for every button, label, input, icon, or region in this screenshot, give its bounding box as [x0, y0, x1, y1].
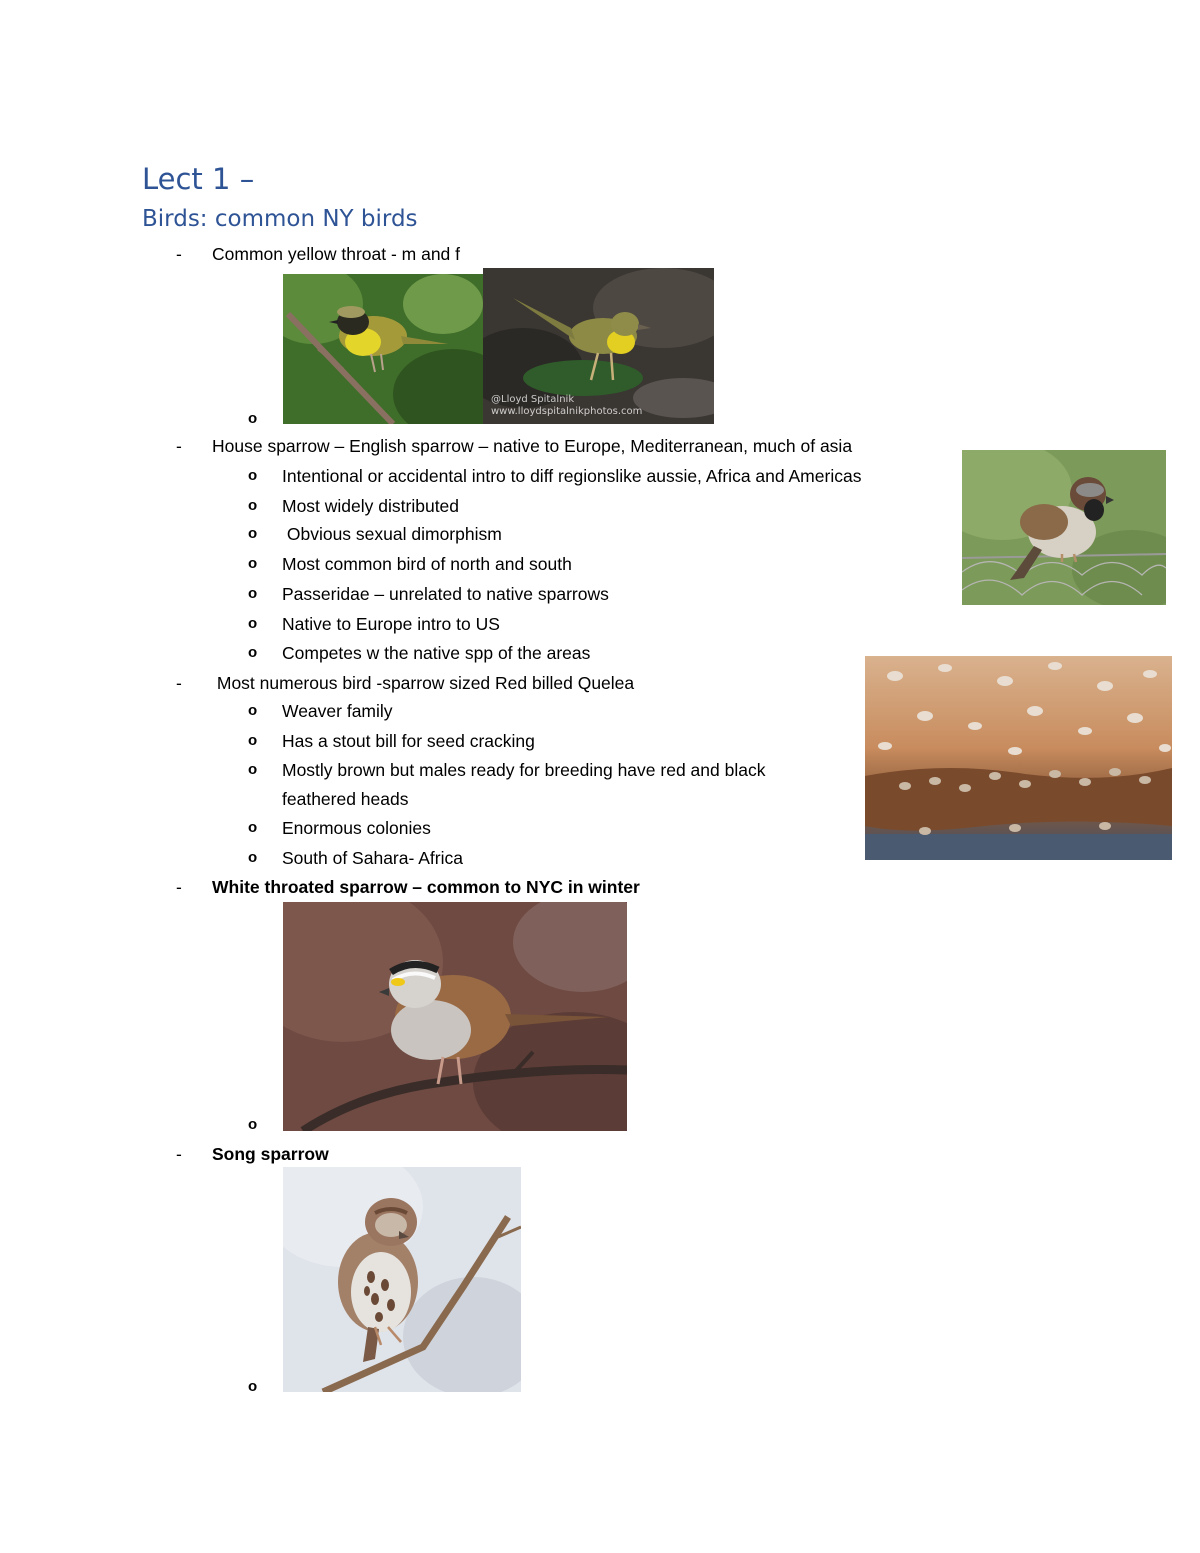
sub-item: Passeridae – unrelated to native sparrows [282, 584, 609, 604]
dash-bullet: - [176, 877, 182, 897]
quelea-flock-photo [865, 656, 1172, 860]
o-bullet: o [248, 585, 258, 602]
o-bullet: o [248, 467, 258, 484]
watermark-line: www.lloydspitalnikphotos.com [491, 406, 643, 417]
dash-bullet: - [176, 673, 182, 693]
watermark-line: @Lloyd Spitalnik [491, 394, 575, 405]
list-item-house-sparrow: House sparrow – English sparrow – native to Europe, Mediterranean, much of asia [212, 436, 853, 456]
o-bullet: o [248, 497, 258, 514]
o-bullet: o [248, 410, 258, 427]
yellowthroat-female-photo [483, 268, 714, 424]
sub-item: Has a stout bill for seed cracking [282, 731, 535, 751]
o-bullet: o [248, 1378, 258, 1395]
sub-item: Most widely distributed [282, 496, 460, 516]
o-bullet: o [248, 761, 258, 778]
photo-watermark [491, 394, 642, 418]
sub-item: Most common bird of north and south [282, 554, 572, 574]
list-item-quelea: Most numerous bird -sparrow sized Red billed Quelea [212, 673, 635, 693]
o-bullet: o [248, 732, 258, 749]
o-bullet: o [248, 702, 258, 719]
o-bullet: o [248, 525, 258, 542]
list-item-white-throated-sparrow: White throated sparrow – common to NYC in winter [212, 877, 640, 897]
sub-item-continuation: feathered heads [282, 789, 409, 809]
sub-item: Obvious sexual dimorphism [282, 524, 502, 544]
o-bullet: o [248, 819, 258, 836]
sub-item: Weaver family [282, 701, 393, 721]
o-bullet: o [248, 1116, 258, 1133]
sub-item: Enormous colonies [282, 818, 431, 838]
page-title: Lect 1 – [142, 162, 255, 196]
section-heading: Birds: common NY birds [142, 206, 418, 232]
o-bullet: o [248, 615, 258, 632]
list-item-song-sparrow: Song sparrow [212, 1144, 329, 1164]
dash-bullet: - [176, 1144, 182, 1164]
list-item-yellowthroat: Common yellow throat - m and f [212, 244, 461, 264]
o-bullet: o [248, 555, 258, 572]
sub-item: Mostly brown but males ready for breeding have red and black [282, 760, 766, 780]
dash-bullet: - [176, 244, 182, 264]
sub-item: South of Sahara- Africa [282, 848, 463, 868]
song-sparrow-photo [283, 1167, 521, 1392]
sub-item: Intentional or accidental intro to diff regionslike aussie, Africa and Americas [282, 466, 862, 486]
yellowthroat-male-photo [283, 274, 483, 424]
o-bullet: o [248, 849, 258, 866]
house-sparrow-photo [962, 450, 1166, 605]
o-bullet: o [248, 644, 258, 661]
sub-item: Competes w the native spp of the areas [282, 643, 591, 663]
white-throated-sparrow-photo [283, 902, 627, 1131]
sub-item: Native to Europe intro to US [282, 614, 500, 634]
dash-bullet: - [176, 436, 182, 456]
